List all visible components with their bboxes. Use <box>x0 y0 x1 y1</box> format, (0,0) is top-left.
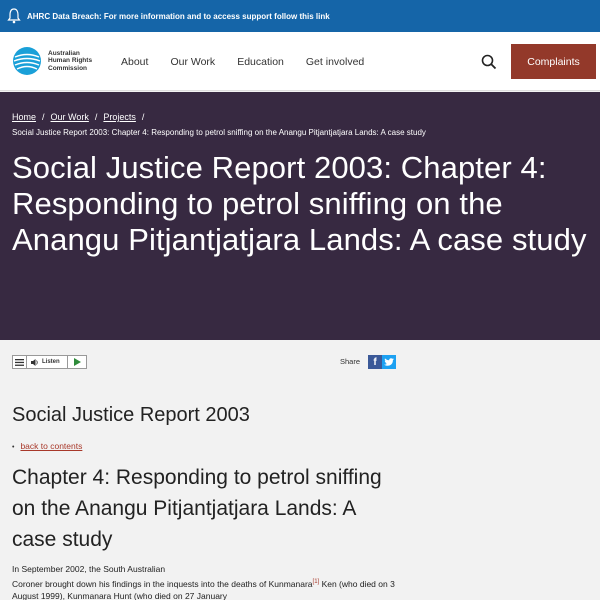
main-nav <box>121 56 386 68</box>
logo-line: Australian <box>48 49 80 57</box>
bell-icon <box>6 7 22 25</box>
paragraph-text: Ken (who died on 3 August 1999), Kunmanara Hunt (who died on 27 January <box>12 578 395 600</box>
breadcrumb-home[interactable]: Home <box>12 112 37 122</box>
nav-about[interactable]: About <box>121 56 149 68</box>
alert-bar <box>0 0 600 32</box>
breadcrumb <box>12 112 150 122</box>
menu-icon[interactable] <box>13 356 27 368</box>
logo-text <box>48 50 108 73</box>
list-item <box>12 441 82 451</box>
footnote-link[interactable]: [1] <box>312 578 320 585</box>
listen-button[interactable] <box>27 356 68 368</box>
breadcrumb-our-work[interactable]: Our Work <box>50 112 89 122</box>
twitter-icon[interactable] <box>382 355 396 369</box>
back-to-contents-link[interactable]: back to contents <box>20 441 83 451</box>
nav-get-involved[interactable]: Get involved <box>305 56 365 68</box>
logo-line: Commission <box>48 64 88 72</box>
complaints-button[interactable]: Complaints <box>511 44 596 79</box>
breadcrumb-current: Social Justice Report 2003: Chapter 4: Responding to petrol sniffing on the Anangu Pitjantjatjara Lands: A case study <box>12 128 426 137</box>
paragraph-text: Coroner brought down his findings in the inquests into the deaths of Kunmanara <box>12 578 313 589</box>
page-hero <box>0 92 600 340</box>
nav-education[interactable]: Education <box>237 56 284 68</box>
nav-our-work[interactable]: Our Work <box>170 56 216 68</box>
breadcrumb-separator: / <box>42 112 45 122</box>
search-icon[interactable] <box>481 54 497 70</box>
section-heading: Social Justice Report 2003 <box>12 404 250 426</box>
listen-label: Listen <box>42 359 60 365</box>
paragraph-text: In September 2002, the South Australian <box>12 564 166 574</box>
site-header <box>0 32 600 91</box>
readspeaker-toolbar <box>12 355 87 369</box>
facebook-icon[interactable]: f <box>368 355 382 369</box>
logo-line: Human Rights <box>48 57 93 65</box>
logo[interactable] <box>12 46 108 76</box>
share-label: Share <box>340 357 361 366</box>
breadcrumb-projects[interactable]: Projects <box>103 112 136 122</box>
speaker-icon <box>31 359 39 366</box>
globe-logo-icon <box>12 46 42 76</box>
breadcrumb-separator: / <box>141 112 145 122</box>
breadcrumb-separator: / <box>94 112 98 122</box>
back-list <box>12 441 82 451</box>
play-icon[interactable] <box>68 356 86 368</box>
chapter-heading: Chapter 4: Responding to petrol sniffing on the Anangu Pitjantjatjara Lands: A case study <box>12 466 382 551</box>
body-paragraph <box>12 563 417 600</box>
page-title: Social Justice Report 2003: Chapter 4: Responding to petrol sniffing on the Anangu Pitjantjatjara Lands: A case study <box>12 150 587 257</box>
alert-link[interactable]: AHRC Data Breach: For more information and to access support follow this link <box>27 11 330 21</box>
